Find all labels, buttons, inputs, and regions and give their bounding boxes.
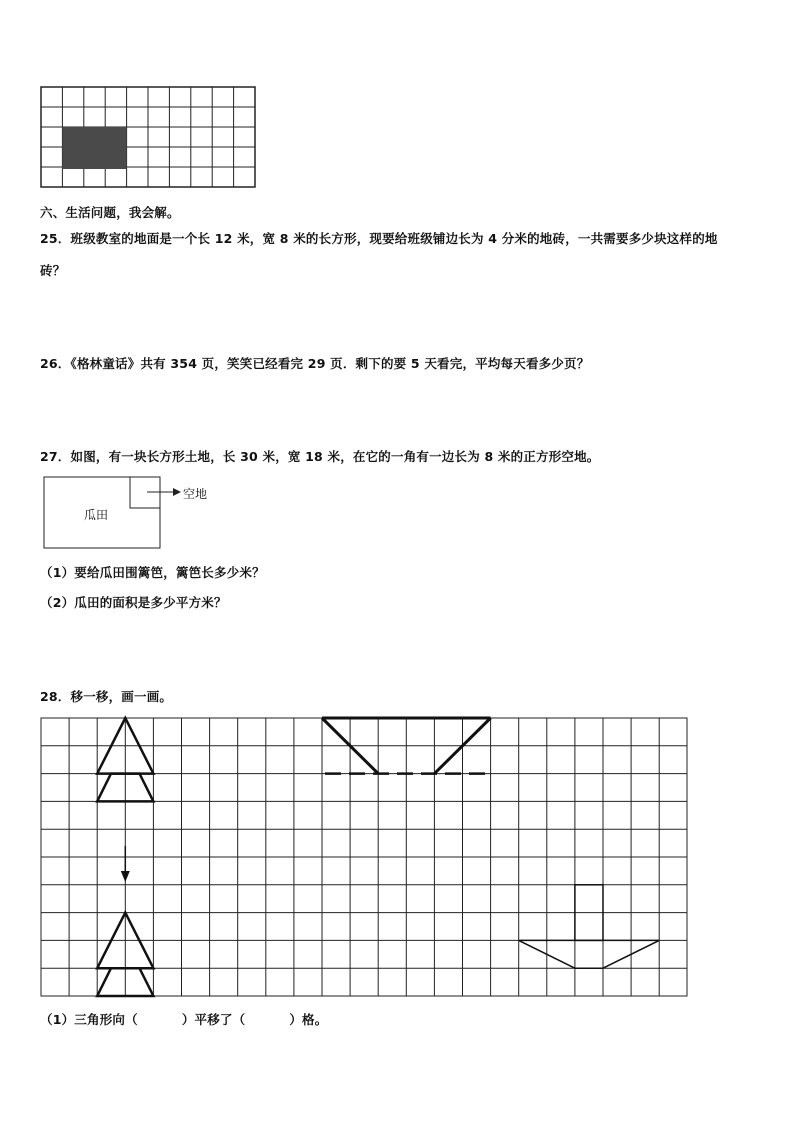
arrow-down-icon: [121, 871, 130, 882]
question-28-heading: 28．移一移，画一画。: [40, 689, 173, 704]
section-heading: 六、生活问题，我会解。: [40, 205, 180, 220]
question-28-sub1: [40, 1010, 327, 1028]
melon-field-label: 瓜田: [84, 508, 109, 522]
translation-grid: [40, 716, 690, 998]
boat-shape: [519, 885, 660, 968]
sub1-part-c: ）格。: [289, 1012, 328, 1027]
question-27: 27．如图，有一块长方形土地，长 30 米，宽 18 米，在它的一角有一边长为 8 米的正方形空地。: [40, 449, 600, 464]
question-26: 26．《格林童话》共有 354 页，笑笑已经看完 29 页．剩下的要 5 天看完，平均每天看多少页？: [40, 356, 590, 371]
top-grid-figure: [40, 86, 256, 188]
empty-land-label: 空地: [183, 487, 208, 501]
sub1-part-b: ）平移了（: [181, 1012, 246, 1027]
shaded-rectangle: [62, 127, 126, 169]
question-25-line1: 25．班级教室的地面是一个长 12 米，宽 8 米的长方形，现要给班级铺边长为 4 分米的地砖，一共需要多少块这样的地: [40, 231, 718, 246]
sub1-part-a: （1）三角形向（: [40, 1012, 138, 1027]
question-27-sub1: （1）要给瓜田围篱笆，篱笆长多少米？: [40, 565, 265, 580]
arrow-right-icon: [173, 488, 181, 496]
question-27-sub2: （2）瓜田的面积是多少平方米？: [40, 595, 227, 610]
question-25-line2: 砖？: [40, 263, 66, 278]
